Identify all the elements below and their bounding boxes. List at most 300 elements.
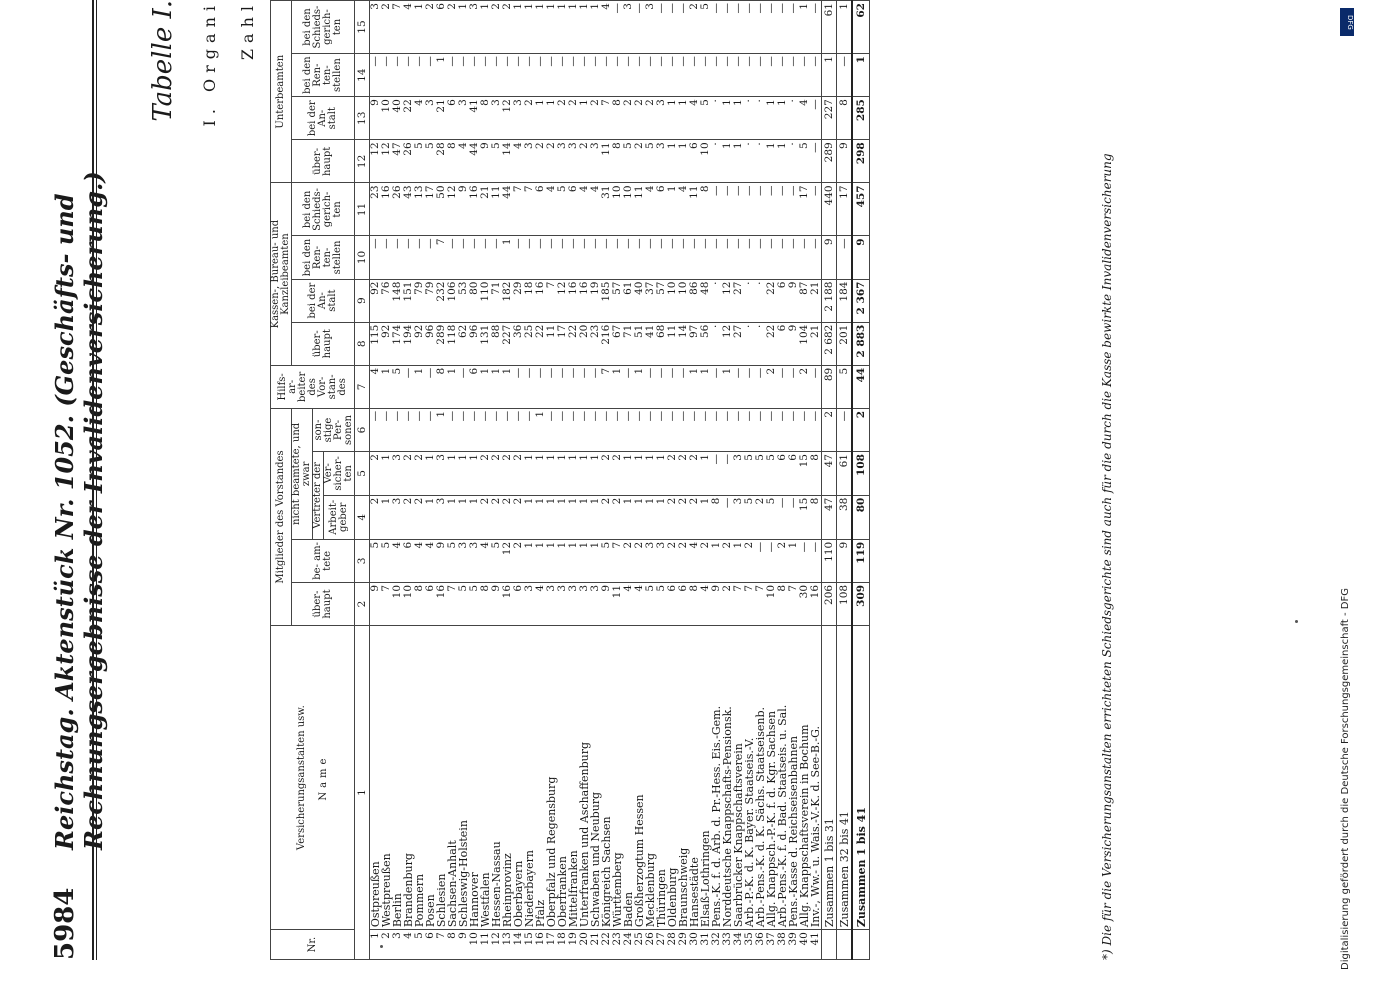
cell-value: — xyxy=(601,408,612,451)
cell-value: 12 xyxy=(722,279,733,322)
cell-value: 5 xyxy=(370,539,382,582)
kassenbeamte-header: Kassen-, Bureau- und Kanzleibeamten xyxy=(271,183,292,365)
row-number: 10 xyxy=(469,930,480,960)
row-number: 1 xyxy=(370,930,382,960)
cell-value: — xyxy=(579,54,590,97)
cell-value: 28 xyxy=(436,140,447,183)
row-name: Arb.-P.-K. d. K. Bayer. Staatseis.-V. xyxy=(744,626,755,930)
sum-value: 227 xyxy=(822,97,837,140)
cell-value: 7 xyxy=(513,183,524,236)
cell-value: 3 xyxy=(524,140,535,183)
column-number: 4 xyxy=(355,495,370,539)
row-name: Posen xyxy=(425,626,436,930)
sum-value: 201 xyxy=(837,322,853,365)
cell-value: — xyxy=(469,236,480,279)
cell-value: — xyxy=(590,236,601,279)
cell-value: — xyxy=(766,183,777,236)
cell-value: 1 xyxy=(678,97,689,140)
cell-value: 67 xyxy=(612,322,623,365)
cell-value: — xyxy=(755,236,766,279)
cell-value: 1 xyxy=(480,1,491,54)
vorstand-header: Mitglieder des Vorstandes xyxy=(271,408,292,625)
rentenstellen-header: bei den Ren- ten- stellen xyxy=(292,236,355,279)
cell-value: — xyxy=(689,54,700,97)
cell-value: 2 xyxy=(645,97,656,140)
cell-value: 1 xyxy=(436,54,447,97)
row-name: Saarbrücker Knappschaftsverein xyxy=(733,626,744,930)
cell-value: 6 xyxy=(777,322,788,365)
cell-value: 4 xyxy=(480,539,491,582)
cell-value: 16 xyxy=(535,279,546,322)
row-number: 30 xyxy=(689,930,700,960)
cell-value: 3 xyxy=(458,539,469,582)
cell-value: — xyxy=(788,365,799,408)
name-label: Name xyxy=(317,754,329,801)
cell-value: 4 xyxy=(700,582,711,625)
row-number: 3 xyxy=(392,930,403,960)
cell-value: 2 xyxy=(491,452,502,496)
cell-value: — xyxy=(403,408,414,451)
cell-value: 22 xyxy=(535,322,546,365)
cell-value: — xyxy=(788,183,799,236)
cell-value: — xyxy=(480,408,491,451)
cell-value: — xyxy=(579,236,590,279)
hilfsarbeiter-header: Hilfs- ar- beiter des Vor- stan- des xyxy=(271,365,355,408)
anstalt-header: bei der An- stalt xyxy=(292,279,355,322)
cell-value: 3 xyxy=(656,97,667,140)
cell-value: 1 xyxy=(546,97,557,140)
cell-value: — xyxy=(722,54,733,97)
cell-value: 2 xyxy=(513,452,524,496)
cell-value: 3 xyxy=(436,495,447,539)
sum-label: Zusammen 1 bis 31 xyxy=(822,626,837,930)
cell-value: 4 xyxy=(513,140,524,183)
cell-value: 31 xyxy=(601,183,612,236)
cell-value: 21 xyxy=(810,279,822,322)
cell-value: 11 xyxy=(634,183,645,236)
sum-value: 9 xyxy=(837,140,853,183)
cell-value: — xyxy=(601,54,612,97)
cell-value: 1 xyxy=(458,1,469,54)
cell-value: 68 xyxy=(656,322,667,365)
cell-value: 3 xyxy=(645,539,656,582)
cell-value: 5 xyxy=(557,183,568,236)
row-name: Brandenburg xyxy=(403,626,414,930)
row-name: Berlin xyxy=(392,626,403,930)
cell-value: — xyxy=(689,236,700,279)
row-number: 26 xyxy=(645,930,656,960)
cell-value: 2 xyxy=(689,452,700,496)
cell-value: 40 xyxy=(392,97,403,140)
sum-value: 1 xyxy=(837,1,853,54)
cell-value: — xyxy=(733,183,744,236)
cell-value: 1 xyxy=(447,452,458,496)
cell-value: — xyxy=(392,408,403,451)
cell-value: — xyxy=(667,365,678,408)
cell-value: 2 xyxy=(623,539,634,582)
cell-value: — xyxy=(777,365,788,408)
cell-value: 10 xyxy=(667,279,678,322)
cell-value: — xyxy=(799,236,810,279)
nicht-beamtete-header: nicht beamtete, und zwar xyxy=(292,408,313,539)
row-name: Württemberg xyxy=(612,626,623,930)
cell-value: 5 xyxy=(469,582,480,625)
cell-value: 5 xyxy=(414,140,425,183)
cell-value: 2 xyxy=(634,140,645,183)
row-number: 24 xyxy=(623,930,634,960)
cell-value: 2 xyxy=(766,365,777,408)
cell-value: 9 xyxy=(480,140,491,183)
cell-value: 1 xyxy=(568,452,579,496)
cell-value: — xyxy=(700,236,711,279)
cell-value: 2 xyxy=(447,1,458,54)
row-name: Pens.-K. f. d. Arb. d. Pr.-Hess. Eis.-Gem. xyxy=(711,626,722,930)
cell-value: — xyxy=(535,236,546,279)
cell-value: 1 xyxy=(513,1,524,54)
cell-value: 7 xyxy=(733,582,744,625)
cell-value: — xyxy=(711,452,722,496)
cell-value: 88 xyxy=(491,322,502,365)
cell-value: 7 xyxy=(755,582,766,625)
cell-value: 1 xyxy=(590,1,601,54)
cell-value: 50 xyxy=(436,183,447,236)
cell-value: 1 xyxy=(645,452,656,496)
cell-value: 3 xyxy=(458,97,469,140)
sum-value: 9 xyxy=(837,539,853,582)
cell-value: 6 xyxy=(678,582,689,625)
sum-value: 440 xyxy=(822,183,837,236)
cell-value: 1 xyxy=(502,236,513,279)
page-title: Reichstag. Aktenstück Nr. 1052. (Geschäfts- und Rechnungsergebnisse der Invalidenversicherung.) xyxy=(50,171,108,850)
cell-value: 5 xyxy=(645,140,656,183)
cell-value: 5 xyxy=(755,452,766,496)
cell-value: 9 xyxy=(711,582,722,625)
column-number: 8 xyxy=(355,322,370,365)
cell-value: 2 xyxy=(403,452,414,496)
row-name: Norddeutsche Knappschafts-Pensionsk. xyxy=(722,626,733,930)
cell-value: 4 xyxy=(458,140,469,183)
cell-value: 174 xyxy=(392,322,403,365)
cell-value: — xyxy=(447,408,458,451)
cell-value: 27 xyxy=(733,322,744,365)
cell-value: — xyxy=(656,408,667,451)
sum-value: 184 xyxy=(837,279,853,322)
cell-value: — xyxy=(579,365,590,408)
cell-value: 6 xyxy=(535,183,546,236)
column-number: 14 xyxy=(355,54,370,97)
cell-value: 3 xyxy=(557,140,568,183)
ueberhaupt-header: über- haupt xyxy=(292,140,355,183)
cell-value: 3 xyxy=(546,582,557,625)
cell-value: 3 xyxy=(557,582,568,625)
cell-value: — xyxy=(491,236,502,279)
unterbeamte-header: Unterbeamten xyxy=(271,1,292,183)
cell-value: 1 xyxy=(557,539,568,582)
cell-value: 48 xyxy=(700,279,711,322)
cell-value: 11 xyxy=(667,322,678,365)
row-number: 14 xyxy=(513,930,524,960)
cell-value: 1 xyxy=(722,97,733,140)
cell-value: — xyxy=(634,236,645,279)
row-name: Schleswig-Holstein xyxy=(458,626,469,930)
cell-value: 2 xyxy=(634,539,645,582)
cell-value: 12 xyxy=(370,140,382,183)
cell-value: 2 xyxy=(579,140,590,183)
cell-value: — xyxy=(766,54,777,97)
cell-value: 1 xyxy=(524,1,535,54)
cell-value: 26 xyxy=(392,183,403,236)
cell-value: 3 xyxy=(469,539,480,582)
row-number: 27 xyxy=(656,930,667,960)
header-rule xyxy=(92,0,94,960)
page-number: 5984 xyxy=(50,887,80,960)
cell-value: 7 xyxy=(524,183,535,236)
cell-value: — xyxy=(546,236,557,279)
cell-value: 1 xyxy=(546,452,557,496)
cell-value: 1 xyxy=(634,495,645,539)
cell-value: 12 xyxy=(557,279,568,322)
cell-value: 2 xyxy=(370,452,382,496)
cell-value: — xyxy=(458,54,469,97)
cell-value: — xyxy=(799,539,810,582)
cell-value: — xyxy=(777,408,788,451)
row-name: Ostpreußen xyxy=(370,626,382,930)
row-number: 8 xyxy=(447,930,458,960)
row-name: Hessen-Nassau xyxy=(491,626,502,930)
cell-value: — xyxy=(546,365,557,408)
cell-value: 57 xyxy=(656,279,667,322)
cell-value: 1 xyxy=(788,539,799,582)
cell-value: 7 xyxy=(381,582,392,625)
row-number: 32 xyxy=(711,930,722,960)
cell-value: 16 xyxy=(810,582,822,625)
cell-value: — xyxy=(744,1,755,54)
column-number: 12 xyxy=(355,140,370,183)
cell-value: 5 xyxy=(392,365,403,408)
cell-value: 7 xyxy=(601,365,612,408)
cell-value: — xyxy=(788,54,799,97)
row-number: 13 xyxy=(502,930,513,960)
cell-value: 1 xyxy=(425,495,436,539)
cell-value: 1 xyxy=(733,140,744,183)
subsection-title: Zahl xyxy=(238,0,257,61)
cell-value: 1 xyxy=(480,365,491,408)
sum-value: 2 188 xyxy=(822,279,837,322)
cell-value: · xyxy=(755,279,766,322)
cell-value: 6 xyxy=(469,365,480,408)
cell-value: 5 xyxy=(645,582,656,625)
cell-value: 4 xyxy=(678,183,689,236)
cell-value: · xyxy=(755,140,766,183)
row-name: Oberfranken xyxy=(557,626,568,930)
row-name: Pfalz xyxy=(535,626,546,930)
row-name: Sachsen-Anhalt xyxy=(447,626,458,930)
cell-value: 9 xyxy=(491,582,502,625)
cell-value: 10 xyxy=(392,582,403,625)
cell-value: 1 xyxy=(777,97,788,140)
cell-value: 9 xyxy=(788,322,799,365)
cell-value: 1 xyxy=(546,495,557,539)
cell-value: — xyxy=(744,236,755,279)
cell-value: — xyxy=(810,1,822,54)
row-number: 23 xyxy=(612,930,623,960)
schiedsgerichte-header: bei den Schieds- gerich- ten xyxy=(292,183,355,236)
row-number: 34 xyxy=(733,930,744,960)
cell-value: 2 xyxy=(568,97,579,140)
cell-value: 6 xyxy=(436,1,447,54)
cell-value: 5 xyxy=(700,1,711,54)
cell-value: 2 xyxy=(414,452,425,496)
sum-value: 2 xyxy=(852,408,870,451)
cell-value: 2 xyxy=(502,452,513,496)
cell-value: 7 xyxy=(744,582,755,625)
sum-row xyxy=(852,1,870,960)
cell-value: 2 xyxy=(480,495,491,539)
cell-value: — xyxy=(546,408,557,451)
column-number: 6 xyxy=(355,408,370,451)
cell-value: 3 xyxy=(425,97,436,140)
cell-value: 10 xyxy=(381,97,392,140)
cell-value: — xyxy=(392,236,403,279)
sum-value: 1 xyxy=(822,54,837,97)
cell-value: 5 xyxy=(458,582,469,625)
cell-value: 22 xyxy=(766,279,777,322)
cell-value: — xyxy=(458,365,469,408)
cell-value: 62 xyxy=(458,322,469,365)
cell-value: — xyxy=(502,54,513,97)
cell-value: — xyxy=(777,54,788,97)
cell-value: 2 xyxy=(722,539,733,582)
cell-value: 10 xyxy=(612,183,623,236)
cell-value: 5 xyxy=(656,582,667,625)
cell-value: 4 xyxy=(634,582,645,625)
cell-value: 289 xyxy=(436,322,447,365)
cell-value: 3 xyxy=(392,495,403,539)
cell-value: 11 xyxy=(689,183,700,236)
cell-value: 1 xyxy=(777,140,788,183)
cell-value: 8 xyxy=(447,140,458,183)
cell-value: 86 xyxy=(689,279,700,322)
page-header xyxy=(40,0,108,960)
cell-value: — xyxy=(766,539,777,582)
sum-value: 47 xyxy=(822,452,837,496)
cell-value: 17 xyxy=(799,183,810,236)
row-number: 36 xyxy=(755,930,766,960)
cell-value: 2 xyxy=(546,140,557,183)
sum-value: 17 xyxy=(837,183,853,236)
sum-label: Zusammen 32 bis 41 xyxy=(837,626,853,930)
row-name: Oberpfalz und Regensburg xyxy=(546,626,557,930)
cell-value: — xyxy=(744,183,755,236)
cell-value: — xyxy=(414,54,425,97)
cell-value: — xyxy=(381,54,392,97)
row-number: 15 xyxy=(524,930,535,960)
cell-value: · xyxy=(744,140,755,183)
cell-value: 2 xyxy=(502,495,513,539)
row-number: 12 xyxy=(491,930,502,960)
table-body xyxy=(370,1,870,960)
cell-value: — xyxy=(370,236,382,279)
cell-value: — xyxy=(777,1,788,54)
cell-value: 97 xyxy=(689,322,700,365)
cell-value: — xyxy=(425,54,436,97)
cell-value: — xyxy=(678,236,689,279)
cell-value: 1 xyxy=(447,365,458,408)
table-title: Tabelle I. xyxy=(148,0,178,122)
cell-value: 1 xyxy=(524,452,535,496)
cell-value: 1 xyxy=(667,183,678,236)
row-number: 33 xyxy=(722,930,733,960)
cell-value: 80 xyxy=(469,279,480,322)
cell-value: 8 xyxy=(612,140,623,183)
cell-value: 227 xyxy=(502,322,513,365)
cell-value: 8 xyxy=(480,582,491,625)
cell-value: 5 xyxy=(766,495,777,539)
cell-value: 1 xyxy=(502,365,513,408)
row-name: Arb.-Pens.-K. d. K. Sächs. Staatseisenb. xyxy=(755,626,766,930)
cell-value: — xyxy=(810,236,822,279)
row-number: 41 xyxy=(810,930,822,960)
sum-value: 8 xyxy=(837,97,853,140)
cell-value: 8 xyxy=(480,97,491,140)
sum-value: — xyxy=(837,54,853,97)
ueberhaupt-header: über- haupt xyxy=(292,582,355,625)
cell-value: 1 xyxy=(381,452,392,496)
cell-value: 16 xyxy=(579,279,590,322)
cell-value: 2 xyxy=(799,365,810,408)
scan-speck xyxy=(1295,620,1298,623)
cell-value: — xyxy=(447,54,458,97)
cell-value: 9 xyxy=(601,582,612,625)
row-number: 29 xyxy=(678,930,689,960)
cell-value: 15 xyxy=(799,495,810,539)
cell-value: — xyxy=(722,1,733,54)
cell-value: 1 xyxy=(579,97,590,140)
row-number: 28 xyxy=(667,930,678,960)
scan-speck xyxy=(380,945,383,948)
cell-value: — xyxy=(656,54,667,97)
cell-value: 104 xyxy=(799,322,810,365)
sum-value: 298 xyxy=(852,140,870,183)
cell-value: — xyxy=(623,54,634,97)
cell-value: — xyxy=(799,54,810,97)
cell-value: 2 xyxy=(678,495,689,539)
column-number: 15 xyxy=(355,1,370,54)
cell-value: 182 xyxy=(502,279,513,322)
cell-value: 9 xyxy=(370,582,382,625)
sum-value: 38 xyxy=(837,495,853,539)
cell-value: 21 xyxy=(810,322,822,365)
cell-value: — xyxy=(733,365,744,408)
cell-value: 1 xyxy=(535,452,546,496)
cell-value: — xyxy=(678,1,689,54)
cell-value: 2 xyxy=(491,1,502,54)
cell-value: 115 xyxy=(370,322,382,365)
cell-value: 12 xyxy=(381,140,392,183)
cell-value: 57 xyxy=(612,279,623,322)
row-name: Westfalen xyxy=(480,626,491,930)
cell-value: — xyxy=(612,1,623,54)
row-name: Allg. Knappsch.-P.-K. f. d. Kgr. Sachsen xyxy=(766,626,777,930)
sum-value: 9 xyxy=(822,236,837,279)
row-name: Mittelfranken xyxy=(568,626,579,930)
cell-value: — xyxy=(524,54,535,97)
cell-value: 1 xyxy=(689,365,700,408)
cell-value: — xyxy=(744,408,755,451)
cell-value: 5 xyxy=(491,539,502,582)
cell-value: — xyxy=(403,54,414,97)
cell-value: — xyxy=(711,183,722,236)
